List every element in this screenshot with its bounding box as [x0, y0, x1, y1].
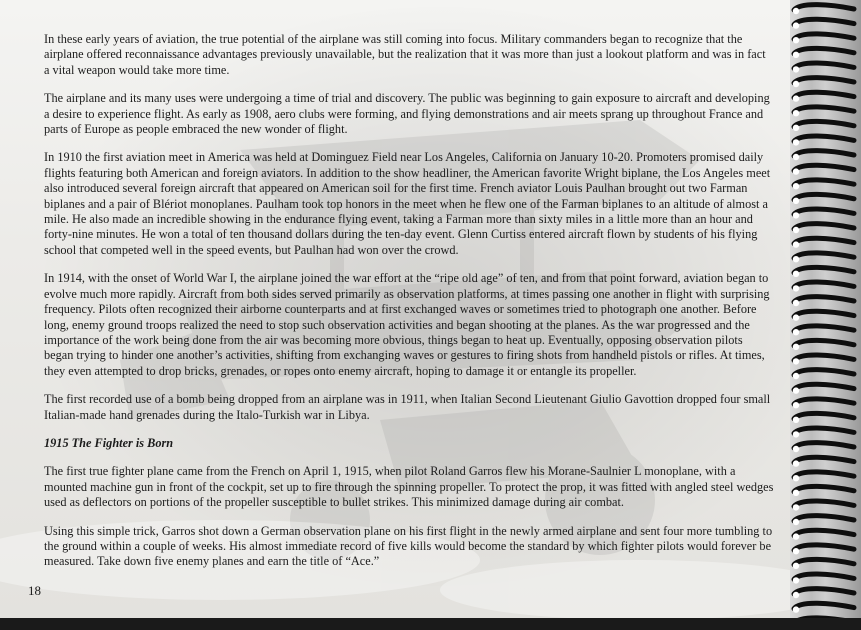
binding-hole	[793, 402, 799, 408]
binding-hole	[793, 125, 799, 131]
spiral-coil	[794, 399, 854, 404]
spiral-coil	[794, 559, 854, 564]
spiral-coils	[790, 0, 861, 630]
binding-hole	[793, 183, 799, 189]
spiral-coil	[794, 151, 854, 156]
spiral-coil	[794, 63, 854, 68]
spiral-coil	[794, 574, 854, 579]
binding-hole	[793, 198, 799, 204]
binding-hole	[793, 271, 799, 277]
spiral-coil	[794, 545, 854, 550]
paragraph-trial-discovery: The airplane and its many uses were undergoing a time of trial and discovery. The public was beginning to gain exposure to aircraft and developing a desire to experience flight. As early as 1908, aero clubs were forming, and flying demonstrations and air meets sprang up throughout France and parts of Europe as people embraced the new wonder of flight.	[44, 91, 770, 137]
paragraph-garros-ace: Using this simple trick, Garros shot down a German observation plane on his first flight in the newly armed airplane and sent four more tumbling to the ground within a couple of weeks. His almost immediate record of five kills would become the standard by which fighter pilots would forever be measured. Take down five enemy planes and earn the title of “Ace.”	[44, 523, 773, 569]
spiral-coil	[794, 501, 854, 506]
binding-hole	[793, 168, 799, 174]
page-bottom-shadow	[0, 618, 861, 630]
binding-hole	[793, 490, 799, 496]
binding-hole	[793, 592, 799, 598]
paragraph-early-years: In these early years of aviation, the true potential of the airplane was still coming into focus. Military commanders began to recognize that the airplane offered reconnaissance advantages previously unavailable, but the realization that it was more than just a lookout platform and was in fact a vital weapon would take more time.	[44, 32, 766, 77]
spiral-coil	[794, 340, 854, 345]
binding-hole	[793, 300, 799, 306]
binding-hole	[793, 431, 799, 437]
binding-hole	[793, 8, 799, 14]
binding-hole	[793, 606, 799, 612]
binding-hole	[793, 344, 799, 350]
spiral-coil	[794, 413, 854, 418]
binding-hole	[793, 358, 799, 364]
spiral-coil	[794, 282, 854, 287]
binding-hole	[793, 519, 799, 525]
spiral-coil	[794, 107, 854, 112]
binding-hole	[793, 154, 799, 160]
binding-hole	[793, 22, 799, 28]
spiral-coil	[794, 472, 854, 477]
spiral-coil	[794, 428, 854, 433]
spiral-coil	[794, 48, 854, 53]
spiral-coil	[794, 311, 854, 316]
paragraph-first-bomb: The first recorded use of a bomb being dropped from an airplane was in 1911, when Italian Second Lieutenant Giulio Gavottion dropped four small Italian-made hand grenades during the Italo-Turkish war in Libya.	[44, 392, 771, 422]
binding-hole	[793, 533, 799, 539]
spiral-coil	[794, 603, 854, 608]
binding-hole	[793, 81, 799, 87]
binding-hole	[793, 475, 799, 481]
binding-hole	[793, 52, 799, 58]
spiral-coil	[794, 355, 854, 360]
paragraph-1914-war: In 1914, with the onset of World War I, the airplane joined the war effort at the “ripe old age” of ten, and from that point forward, aviation began to evolve much more rapidly. Aircraft from both sides served primarily as observation platforms, at times passing one another in flight with surprising frequency. Pilots often recognized their airborne counterparts and at first exchanged waves or sometimes tried to photograph one another. Before long, enemy ground troops realized the need to stop such observation activities and began shooting at the planes. As the war progressed and the importance of the work being done from the air was becoming more obvious, things began to heat up. Eventually, opposing observation pilots began trying to hinder one another’s activities, shifting from exchanging waves or gestures to firing shots from handheld pistols or rifles. At times, they even attempted to drop bricks, grenades, or ropes onto enemy aircraft, hoping to damage it or entangle its propeller.	[44, 271, 770, 378]
binding-hole	[793, 460, 799, 466]
spiral-coil	[794, 370, 854, 375]
binding-hole	[793, 446, 799, 452]
binding-hole	[793, 373, 799, 379]
binding-hole	[793, 139, 799, 145]
spiral-coil	[794, 457, 854, 462]
spiral-coil	[794, 78, 854, 83]
spiral-coil	[794, 589, 854, 594]
spiral-binding	[790, 0, 861, 630]
binding-hole	[793, 285, 799, 291]
binding-hole	[793, 66, 799, 72]
binding-hole	[793, 504, 799, 510]
binding-hole	[793, 329, 799, 335]
binding-hole	[793, 241, 799, 247]
binding-hole	[793, 37, 799, 43]
spiral-coil	[794, 194, 854, 199]
spiral-coil	[794, 297, 854, 302]
spiral-coil	[794, 121, 854, 126]
binding-hole	[793, 417, 799, 423]
spiral-coil	[794, 180, 854, 185]
spiral-coil	[794, 136, 854, 141]
binding-hole	[793, 314, 799, 320]
spiral-coil	[794, 19, 854, 24]
spiral-coil	[794, 267, 854, 272]
spiral-coil	[794, 443, 854, 448]
paragraph-1910-meet: In 1910 the first aviation meet in America was held at Dominguez Field near Los Angeles, California on January 10-20. Promoters promised daily flights featuring both American and foreign aviators. In addition to the show headliner, the American favorite Wright biplane, the Los Angeles meet also introduced several foreign aircraft that appeared on American soil for the first time. French aviator Louis Paulhan brought out two Farman biplanes and a pair of Blériot monoplanes. Paulham took top honors in the meet when he flew one of the Farman biplanes to an altitude of almost a mile. He also made an incredible showing in the endurance flying event, taking a Farman more than sixty miles in a little more than an hour and forty-nine minutes. He won a total of ten thousand dollars during the ten-day event. Glenn Curtiss entered aircraft flown by students of his flying school that competed well in the speed events, but Paulhan had won over the crowd.	[44, 150, 771, 257]
page-text	[44, 32, 774, 583]
binding-hole	[793, 256, 799, 262]
spiral-coil	[794, 34, 854, 39]
spiral-coil	[794, 92, 854, 97]
binding-hole	[793, 577, 799, 583]
spiral-coil	[794, 384, 854, 389]
paragraph-first-fighter: The first true fighter plane came from the French on April 1, 1915, when pilot Roland Garros flew his Morane-Saulnier L monoplane, with a mounted machine gun in front of the cockpit, set up to fire through the spinning propeller. To protect the prop, it was fitted with angled steel wedges used as deflectors on portions of the propeller susceptible to bullet strikes. This minimized damage during air combat.	[44, 464, 774, 510]
binding-hole	[793, 227, 799, 233]
spiral-coil	[794, 238, 854, 243]
spiral-coil	[794, 326, 854, 331]
spiral-coil	[794, 486, 854, 491]
spiral-coil	[794, 165, 854, 170]
page-number: 18	[28, 583, 41, 598]
section-heading: 1915 The Fighter is Born	[44, 435, 174, 450]
spiral-coil	[794, 516, 854, 521]
spiral-coil	[794, 5, 854, 10]
spiral-coil	[794, 224, 854, 229]
binding-hole	[793, 95, 799, 101]
binding-hole	[793, 548, 799, 554]
spiral-coil	[794, 253, 854, 258]
binding-hole	[793, 212, 799, 218]
binding-hole	[793, 387, 799, 393]
spiral-coil	[794, 209, 854, 214]
spiral-coil	[794, 530, 854, 535]
binding-hole	[793, 563, 799, 569]
binding-hole	[793, 110, 799, 116]
